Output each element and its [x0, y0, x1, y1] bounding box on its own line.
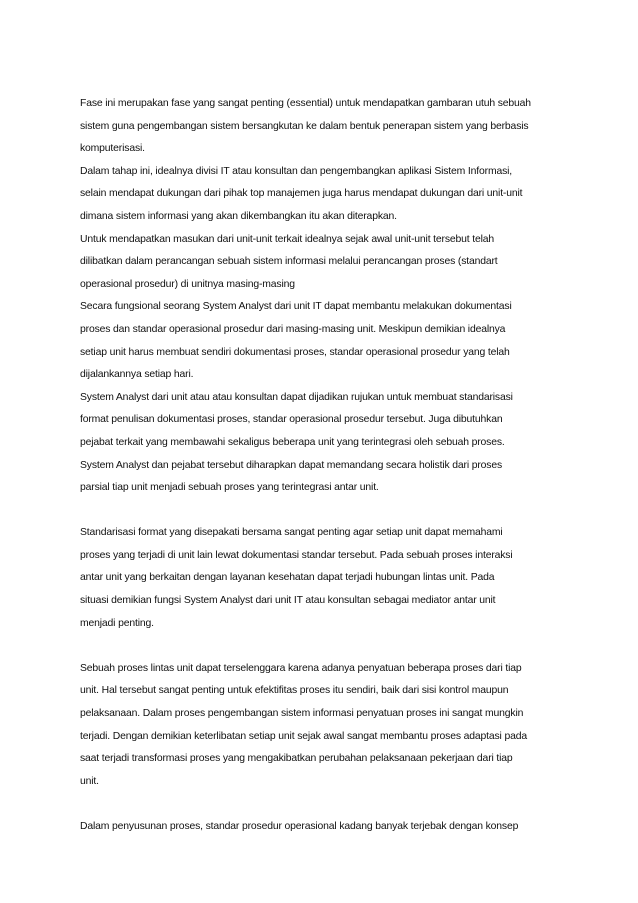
text-line: proses dan standar operasional prosedur dari masing-masing unit. Meskipun demikian idealnya — [80, 323, 506, 335]
text-line: sistem guna pengembangan sistem bersangkutan ke dalam bentuk penerapan sistem yang berbasis — [80, 120, 529, 132]
text-line: Standarisasi format yang disepakati bersama sangat penting agar setiap unit dapat memahami — [80, 527, 503, 539]
text-line: situasi demikian fungsi System Analyst dari unit IT atau konsultan sebagai mediator antar unit — [80, 595, 496, 607]
paragraph — [80, 658, 570, 794]
text-line: setiap unit harus membuat sendiri dokumentasi proses, standar operasional prosedur yang telah — [80, 346, 510, 358]
text-line: dijalankannya setiap hari. — [80, 369, 194, 381]
text-line: Untuk mendapatkan masukan dari unit-unit terkait idealnya sejak awal unit-unit tersebut telah — [80, 233, 495, 245]
text-line: pelaksanaan. Dalam proses pengembangan sistem informasi penyatuan proses ini sangat mungkin — [80, 708, 524, 720]
text-line: operasional prosedur) di unitnya masing-masing — [80, 278, 295, 290]
paragraph-spacer — [80, 793, 570, 816]
text-line: antar unit yang berkaitan dengan layanan kesehatan dapat terjadi hubungan lintas unit. Pada — [80, 572, 495, 584]
text-line: terjadi. Dengan demikian keterlibatan setiap unit sejak awal sangat membantu proses adaptasi pada — [80, 730, 527, 742]
text-line: komputerisasi. — [80, 143, 145, 155]
text-line: parsial tiap unit menjadi sebuah proses yang terintegrasi antar unit. — [80, 482, 379, 494]
text-line: selain mendapat dukungan dari pihak top manajemen juga harus mendapat dukungan dari unit-unit — [80, 188, 523, 200]
text-line: saat terjadi transformasi proses yang mengakibatkan perubahan pelaksanaan pekerjaan dari tiap — [80, 753, 513, 765]
text-line: unit. Hal tersebut sangat penting untuk efektifitas proses itu sendiri, baik dari sisi kontrol maupun — [80, 685, 509, 697]
text-line: format penulisan dokumentasi proses, standar operasional prosedur tersebut. Juga dibutuhkan — [80, 414, 503, 426]
text-line: Fase ini merupakan fase yang sangat penting (essential) untuk mendapatkan gambaran utuh sebuah — [80, 98, 531, 109]
text-line: Dalam tahap ini, idealnya divisi IT atau konsultan dan pengembangkan aplikasi Sistem Informasi, — [80, 165, 513, 177]
text-line: Dalam penyusunan proses, standar prosedur operasional kadang banyak terjebak dengan konsep — [80, 821, 519, 832]
paragraph-spacer — [80, 635, 570, 658]
paragraph-spacer — [80, 500, 570, 523]
text-line: Sebuah proses lintas unit dapat terselenggara karena adanya penyatuan beberapa proses dari tiap — [80, 662, 522, 674]
text-line: pejabat terkait yang membawahi sekaligus beberapa unit yang terintegrasi oleh sebuah proses. — [80, 436, 505, 448]
text-line: menjadi penting. — [80, 617, 154, 629]
text-line: Secara fungsional seorang System Analyst dari unit IT dapat membantu melakukan dokumentasi — [80, 301, 512, 313]
paragraph — [80, 93, 570, 500]
text-line: proses yang terjadi di unit lain lewat dokumentasi standar tersebut. Pada sebuah proses interaksi — [80, 549, 513, 561]
paragraph — [80, 816, 570, 839]
document-body — [80, 93, 570, 839]
text-line: dilibatkan dalam perancangan sebuah sistem informasi melalui perancangan proses (standart — [80, 256, 498, 268]
text-line: System Analyst dari unit atau atau konsultan dapat dijadikan rujukan untuk membuat standarisasi — [80, 391, 513, 403]
text-line: System Analyst dan pejabat tersebut diharapkan dapat memandang secara holistik dari proses — [80, 459, 503, 471]
text-line: dimana sistem informasi yang akan dikembangkan itu akan diterapkan. — [80, 210, 397, 222]
paragraph — [80, 522, 570, 635]
text-line: unit. — [80, 775, 99, 787]
